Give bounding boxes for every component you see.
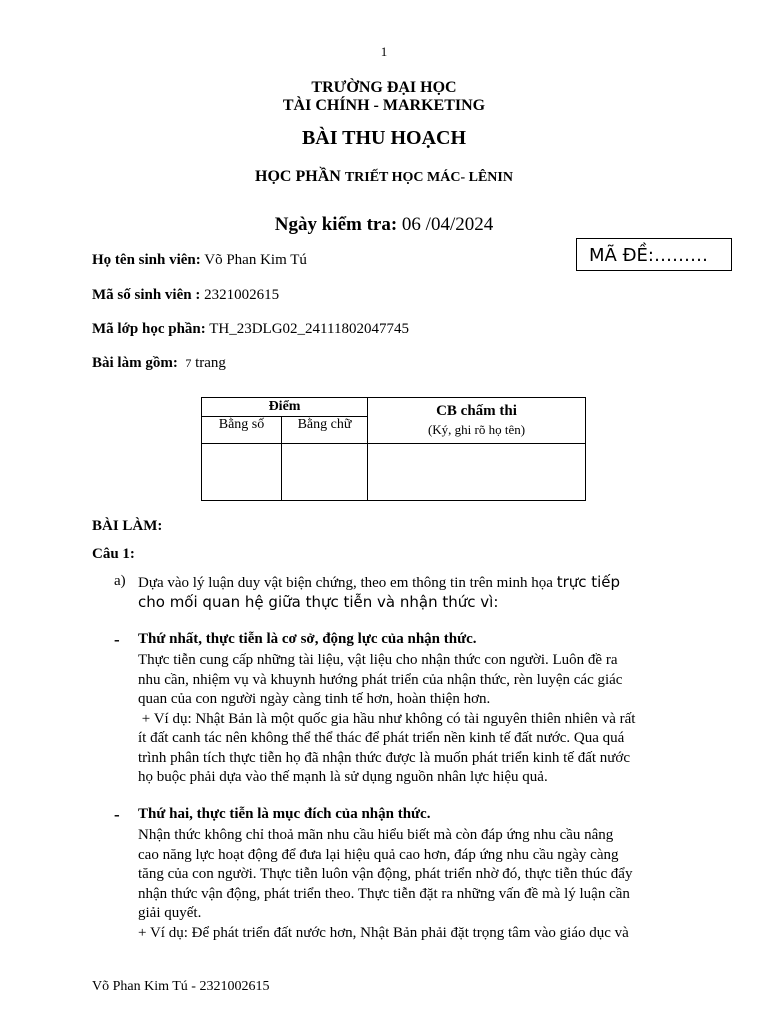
exam-date-label: Ngày kiểm tra:	[274, 214, 398, 235]
point2-heading: Thứ hai, thực tiễn là mục đích của nhận thức.	[138, 806, 431, 822]
item-a-text-sans-1: trực tiếp	[556, 573, 621, 591]
point2-dash: -	[114, 805, 120, 824]
student-name-row	[92, 252, 307, 269]
score-by-number-cell	[202, 444, 282, 501]
subject-prefix: HỌC PHẦN	[255, 168, 341, 185]
point2-body	[138, 826, 708, 943]
text-line: cao năng lực hoạt động để đưa lại hiệu quả cao hơn, đáp ứng nhu cầu ngày càng	[138, 846, 619, 863]
page-count-row	[92, 355, 226, 372]
page-count-label: Bài làm gồm:	[92, 355, 178, 371]
section-label: BÀI LÀM:	[92, 518, 163, 534]
score-by-words-header: Bằng chữ	[282, 417, 368, 444]
student-id-label: Mã số sinh viên :	[92, 287, 201, 303]
score-by-number-header: Bằng số	[202, 417, 282, 444]
footer: Võ Phan Kim Tú - 2321002615	[92, 979, 270, 994]
exam-code-box: MÃ ĐỀ:………	[576, 238, 732, 271]
text-line: nhu cần, nhiệm vụ và khuynh hướng phát triển của nhận thức, rèn luyện các giác	[138, 671, 623, 688]
score-table	[201, 397, 586, 501]
class-code: TH_23DLG02_24111802047745	[209, 321, 409, 337]
text-line: trình phân tích thực tiễn họ đã nhận thức được là muốn phát triển kinh tế đất nước	[138, 749, 631, 766]
text-line: giải quyết.	[138, 905, 202, 921]
class-code-row	[92, 321, 409, 338]
subject-line	[0, 168, 768, 186]
point1-body	[138, 651, 708, 788]
student-name: Võ Phan Kim Tú	[204, 252, 307, 268]
text-line: nhận thức vận động, phát triển theo. Thực tiễn đặt ra những vấn đề mà lý luận cần	[138, 885, 630, 902]
grader-signature-cell	[368, 444, 586, 501]
question-label: Câu 1:	[92, 546, 135, 562]
university-name-line1: TRƯỜNG ĐẠI HỌC	[311, 79, 457, 96]
item-a-marker: a)	[114, 573, 126, 589]
page-count: 7	[185, 356, 192, 370]
page-number: 1	[380, 44, 388, 59]
score-by-words-cell	[282, 444, 368, 501]
text-line: họ buộc phải dựa vào thế mạnh là sử dụng nguồn nhân lực hiệu quả.	[138, 769, 548, 785]
student-id-row	[92, 287, 279, 304]
item-a-line1	[138, 573, 728, 592]
text-line: Thực tiễn cung cấp những tài liệu, vật liệu cho nhận thức con người. Luôn đề ra	[138, 652, 618, 668]
text-line: tăng của con người. Thực tiễn luôn vận động, phát triển nhờ đó, thực tiễn thúc đẩy	[138, 866, 633, 882]
text-line: + Ví dụ: Nhật Bản là một quốc gia hầu như không có tài nguyên thiên nhiên và rất	[138, 710, 636, 727]
document-title: BÀI THU HOẠCH	[301, 127, 467, 149]
score-header: Điểm	[202, 398, 368, 417]
text-line: quan của con người ngày càng tinh tế hơn, hoàn thiện hơn.	[138, 691, 491, 707]
text-line: Nhận thức không chỉ thoả mãn nhu cầu hiểu biết mà còn đáp ứng nhu cầu nâng	[138, 827, 614, 843]
class-code-label: Mã lớp học phần:	[92, 321, 206, 337]
point1-dash: -	[114, 630, 120, 649]
exam-date	[0, 214, 768, 236]
exam-date-value: 06 /04/2024	[401, 214, 494, 235]
page-count-unit: trang	[195, 355, 226, 371]
item-a-line2: cho mối quan hệ giữa thực tiễn và nhận thức vì:	[138, 593, 499, 611]
subject-name: TRIẾT HỌC MÁC- LÊNIN	[344, 170, 513, 185]
item-a-text-serif: Dựa vào lý luận duy vật biện chứng, theo em thông tin trên minh họa	[138, 575, 553, 591]
point1-heading: Thứ nhất, thực tiễn là cơ sở, động lực của nhận thức.	[138, 631, 477, 647]
grader-note: (Ký, ghi rõ họ tên)	[427, 422, 526, 437]
student-id: 2321002615	[204, 287, 280, 303]
university-name-line2: TÀI CHÍNH - MARKETING	[282, 97, 486, 114]
text-line: ít đất canh tác nên không thể thể thác để phát triển nền kinh tế đất nước. Qua quá	[138, 730, 625, 746]
grader-header-cell	[368, 398, 586, 444]
text-line: + Ví dụ: Để phát triển đất nước hơn, Nhật Bản phải đặt trọng tâm vào giáo dục và	[138, 924, 629, 941]
student-name-label: Họ tên sinh viên:	[92, 252, 201, 268]
grader-header: CB chấm thi	[436, 403, 517, 419]
